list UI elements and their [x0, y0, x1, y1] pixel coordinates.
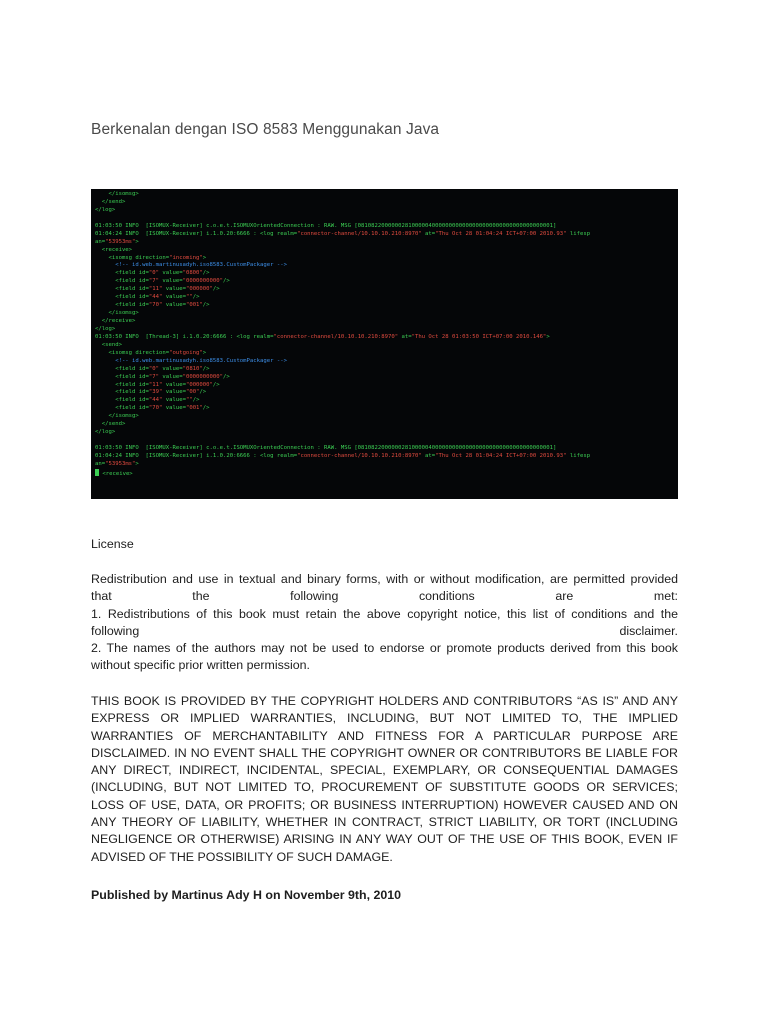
terminal-text: />	[192, 294, 200, 301]
terminal-text: value=	[162, 302, 186, 309]
terminal-text: <isomsg direction=	[95, 349, 170, 356]
terminal-line	[95, 397, 678, 405]
terminal-text: />	[199, 389, 207, 396]
terminal-text: />	[192, 397, 200, 404]
terminal-text: "7"	[148, 373, 159, 380]
terminal-text: />	[202, 302, 210, 309]
terminal-text: "0800"	[182, 270, 203, 277]
terminal-text: </isomsg>	[95, 191, 139, 197]
terminal-text: <field id=	[95, 270, 149, 277]
terminal-text: </log>	[95, 429, 116, 436]
terminal-text: "outgoing"	[169, 349, 203, 356]
terminal-line	[95, 326, 678, 334]
terminal-line	[95, 294, 678, 302]
terminal-text: <field id=	[95, 294, 149, 301]
terminal-text: value=	[159, 365, 183, 372]
terminal-line	[95, 366, 678, 374]
terminal-text: "0000000000"	[182, 278, 223, 285]
disclaimer-paragraph	[91, 693, 678, 866]
terminal-text: ""	[185, 397, 193, 404]
terminal-text: "001"	[185, 405, 203, 412]
terminal-text: >	[135, 238, 139, 245]
terminal-line	[95, 421, 678, 429]
terminal-text: an=	[95, 460, 106, 467]
terminal-text: <receive>	[95, 246, 133, 253]
terminal-text: "0810"	[182, 365, 203, 372]
terminal-text: 01:04:24 INFO [ISOMUX-Receiver] i.1.0.20:6666 : <log realm=	[95, 452, 298, 459]
terminal-text: "11"	[148, 381, 163, 388]
terminal-text: />	[202, 405, 210, 412]
terminal-text: "000000"	[185, 381, 213, 388]
terminal-text: value=	[162, 286, 186, 293]
terminal-text: at=	[421, 452, 436, 459]
terminal-text: >	[202, 254, 207, 261]
terminal-text: "0"	[148, 270, 159, 277]
terminal-line	[95, 342, 678, 350]
terminal-text: "Thu Oct 28 01:04:24 ICT+07:00 2010.93"	[435, 452, 567, 459]
terminal-line	[95, 215, 678, 223]
terminal-line	[95, 389, 678, 397]
terminal-text: <field id=	[95, 365, 149, 372]
terminal-line	[95, 207, 678, 215]
terminal-text: value=	[162, 294, 186, 301]
terminal-text: </send>	[95, 421, 126, 428]
terminal-text: "53953ms"	[105, 460, 136, 467]
terminal-text: "11"	[148, 286, 163, 293]
terminal-line	[95, 437, 678, 445]
terminal-text: </log>	[95, 325, 116, 332]
terminal-text: </log>	[95, 206, 116, 213]
terminal-text: <field id=	[95, 286, 149, 293]
terminal-screenshot	[91, 189, 678, 499]
terminal-text: at=	[421, 230, 436, 237]
terminal-text: <receive>	[99, 470, 133, 477]
license-line: without specific prior written permission.	[91, 658, 310, 673]
license-conditions	[91, 571, 678, 675]
terminal-text: value=	[159, 373, 183, 380]
terminal-text: >	[135, 460, 139, 467]
terminal-text: <field id=	[95, 373, 149, 380]
terminal-line	[95, 262, 678, 270]
terminal-text: "0"	[148, 365, 159, 372]
terminal-text: value=	[162, 381, 186, 388]
terminal-text: </send>	[95, 198, 126, 205]
terminal-text: />	[223, 373, 230, 380]
terminal-text: "001"	[185, 302, 203, 309]
terminal-text: 01:03:50 INFO [ISOMUX-Receiver] c.o.e.t.ISOMUXOrientedConnection : RAW. MSG [0810822000000281000004000000000000000000000000000000000001]	[95, 222, 557, 229]
terminal-text: >	[202, 349, 207, 356]
terminal-line	[95, 413, 678, 421]
terminal-text: "70"	[148, 302, 163, 309]
terminal-text: ""	[185, 294, 193, 301]
license-heading: License	[91, 537, 134, 551]
terminal-text: "44"	[148, 294, 163, 301]
disclaimer-text: THIS BOOK IS PROVIDED BY THE COPYRIGHT HOLDERS AND CONTRIBUTORS “AS IS” AND ANY EXPRESS OR IMPLIED WARRANTIES, INCLUDING, BUT NOT LIMITED TO, THE IMPLIED WARRANTIES OF MERCHANTABILITY AND FITNESS FOR A PARTICULAR PURPOSE ARE DISCLAIMED. IN NO EVENT SHALL THE COPYRIGHT OWNER OR CONTRIBUTORS BE LIABLE FOR ANY DIRECT, INDIRECT, INCIDENTAL, SPECIAL, EXEMPLARY, OR CONSEQUENTIAL DAMAGES (INCLUDING, BUT NOT LIMITED TO, PROCUREMENT OF SUBSTITUTE GOODS OR SERVICES; LOSS OF USE, DATA, OR PROFITS; OR BUSINESS INTERRUPTION) HOWEVER CAUSED AND ON ANY THEORY OF LIABILITY, WHETHER IN CONTRACT, STRICT LIABILITY, OR TORT (INCLUDING NEGLIGENCE OR OTHERWISE) ARISING IN ANY WAY OUT OF THE USE OF THIS BOOK, EVEN IF ADVISED OF THE POSSIBILITY OF SUCH DAMAGE.	[91, 694, 678, 864]
terminal-text: "000000"	[185, 286, 213, 293]
terminal-text: 01:03:50 INFO [Thread-3] i.1.0.20:6666 : <log realm=	[95, 333, 274, 340]
terminal-text: <field id=	[95, 397, 149, 404]
document-title: Berkenalan dengan ISO 8583 Menggunakan Java	[91, 121, 440, 138]
terminal-text: "53953ms"	[105, 238, 136, 245]
terminal-text: "00"	[185, 389, 200, 396]
terminal-text: "Thu Oct 28 01:03:50 ICT+07:00 2010.146"	[411, 333, 547, 340]
terminal-line	[95, 239, 678, 247]
terminal-text: 01:04:24 INFO [ISOMUX-Receiver] i.1.0.20:6666 : <log realm=	[95, 230, 298, 237]
terminal-text: "44"	[148, 397, 163, 404]
terminal-text: "39"	[148, 389, 163, 396]
terminal-line	[95, 469, 678, 477]
terminal-line	[95, 429, 678, 437]
terminal-line	[95, 302, 678, 310]
publication-line: Published by Martinus Ady H on November 9th, 2010	[91, 888, 402, 902]
terminal-text: 01:03:50 INFO [ISOMUX-Receiver] c.o.e.t.ISOMUXOrientedConnection : RAW. MSG [0810822000000281000004000000000000000000000000000000000001]	[95, 445, 557, 451]
terminal-text: <field id=	[95, 302, 149, 309]
terminal-text: "Thu Oct 28 01:04:24 ICT+07:00 2010.93"	[435, 230, 567, 237]
terminal-text: <!-- id.web.martinusadyh.iso8583.CustomPackager -->	[95, 357, 287, 364]
terminal-line	[95, 461, 678, 469]
terminal-text: value=	[162, 397, 186, 404]
terminal-line	[95, 318, 678, 326]
terminal-text: <!-- id.web.martinusadyh.iso8583.CustomPackager -->	[95, 262, 287, 269]
terminal-text: value=	[162, 405, 186, 412]
terminal-text: "connector-channel/10.10.10.210:8970"	[297, 452, 422, 459]
terminal-line	[95, 231, 678, 239]
terminal-line	[95, 310, 678, 318]
terminal-text: value=	[159, 270, 183, 277]
license-line: 1. Redistributions of this book must retain the above copyright notice, this list of conditions and the	[91, 606, 678, 621]
terminal-line	[95, 445, 678, 453]
terminal-text: </isomsg>	[95, 310, 139, 317]
terminal-text: "70"	[148, 405, 163, 412]
license-line: following disclaimer.	[91, 623, 678, 638]
terminal-line	[95, 358, 678, 366]
terminal-text: />	[223, 278, 230, 285]
terminal-text: lifesp	[566, 452, 591, 459]
terminal-text: <field id=	[95, 389, 149, 396]
terminal-line	[95, 223, 678, 231]
terminal-line	[95, 453, 678, 461]
terminal-text: "incoming"	[169, 254, 203, 261]
license-line: that the following conditions are met:	[91, 589, 678, 604]
terminal-text: <field id=	[95, 381, 149, 388]
terminal-text: <field id=	[95, 278, 149, 285]
terminal-line	[95, 278, 678, 286]
terminal-text: >	[546, 333, 550, 340]
terminal-text: "connector-channel/10.10.10.210:8970"	[297, 230, 422, 237]
terminal-line	[95, 270, 678, 278]
terminal-text: "7"	[148, 278, 159, 285]
license-line: Redistribution and use in textual and binary forms, with or without modification, are permitted provided	[91, 572, 678, 586]
terminal-text: lifesp	[566, 230, 591, 237]
terminal-text: />	[202, 270, 210, 277]
terminal-line	[95, 255, 678, 263]
terminal-text: value=	[162, 389, 186, 396]
terminal-text: />	[212, 381, 220, 388]
terminal-text: "0000000000"	[182, 373, 223, 380]
terminal-text: at=	[398, 333, 412, 340]
terminal-line	[95, 405, 678, 413]
terminal-text: <send>	[95, 341, 122, 348]
terminal-text: "connector-channel/10.10.10.210:8970"	[273, 333, 399, 340]
terminal-line	[95, 350, 678, 358]
terminal-line	[95, 191, 678, 199]
terminal-text: <isomsg direction=	[95, 254, 170, 261]
terminal-text: value=	[159, 278, 183, 285]
license-line: 2. The names of the authors may not be used to endorse or promote products derived from this book	[91, 641, 678, 656]
terminal-text: an=	[95, 238, 106, 245]
terminal-line	[95, 199, 678, 207]
terminal-line	[95, 382, 678, 390]
terminal-line	[95, 286, 678, 294]
terminal-text: </isomsg>	[95, 413, 139, 420]
terminal-text: <field id=	[95, 405, 149, 412]
terminal-text: </receive>	[95, 318, 136, 324]
terminal-line	[95, 247, 678, 255]
terminal-text: />	[202, 365, 210, 372]
terminal-line	[95, 334, 678, 342]
terminal-text: />	[212, 286, 220, 293]
terminal-line	[95, 374, 678, 382]
